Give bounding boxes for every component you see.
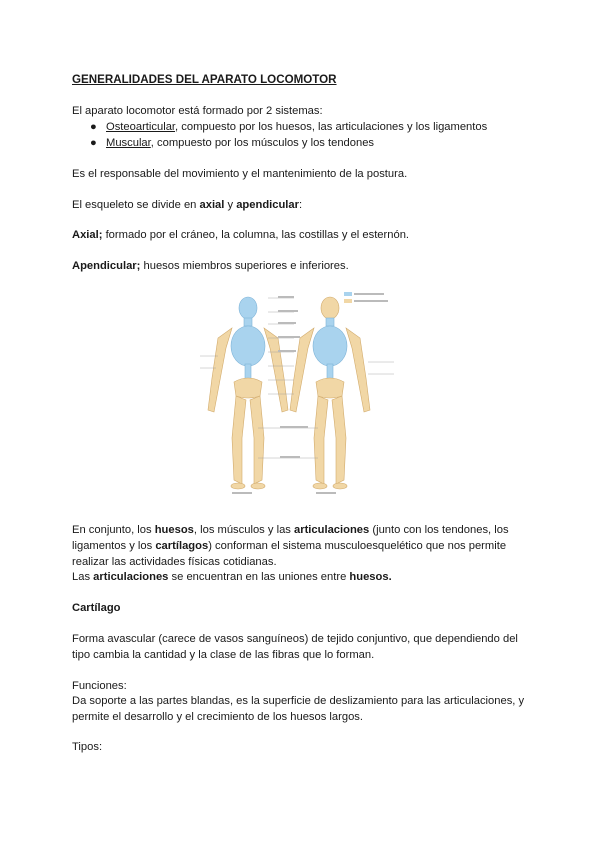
text-run: se encuentran en las uniones entre: [168, 571, 350, 583]
term-articulaciones: articulaciones: [294, 524, 370, 536]
cartilago-line-2: tipo cambia la cantidad y la clase de las fibras que lo forman.: [72, 649, 375, 661]
conjunto-line-1: [72, 523, 509, 538]
cartilago-line-1: Forma avascular (carece de vasos sanguíneos) de tejido conjuntivo, que dependiendo del: [72, 633, 518, 645]
axial-label: Axial;: [72, 229, 103, 241]
tipos-label: Tipos:: [72, 741, 103, 753]
responsable-text: Es el responsable del movimiento y el mantenimiento de la postura.: [72, 168, 408, 180]
funciones-line-1: Da soporte a las partes blandas, es la superficie de deslizamiento para las articulaciones, y: [72, 695, 525, 707]
text-run: ) conforman el sistema musculoesquelético que nos permite: [208, 540, 507, 552]
bullet-text: , compuesto por los músculos y los tendones: [150, 137, 375, 149]
skeleton-diagram: [198, 288, 398, 500]
term-apendicular: apendicular: [236, 199, 299, 211]
text-run: :: [299, 199, 303, 211]
text-run: huesos miembros superiores e inferiores.: [140, 260, 349, 272]
term-axial: axial: [199, 199, 225, 211]
term-huesos: huesos: [154, 524, 194, 536]
list-item: [90, 136, 374, 151]
funciones-line-2: permite el desarrollo y el crecimiento de los huesos largos.: [72, 711, 364, 723]
text-run: Las: [72, 571, 94, 583]
bullet-icon: ●: [90, 137, 97, 149]
cartilago-heading: Cartílago: [72, 602, 121, 614]
bullet-text: , compuesto por los huesos, las articulaciones y los ligamentos: [175, 121, 488, 133]
funciones-label: Funciones:: [72, 680, 127, 692]
conjunto-line-3: realizar las actividades físicas cotidianas.: [72, 556, 277, 568]
text-run: En conjunto, los: [72, 524, 155, 536]
list-item: [90, 120, 487, 135]
division-text: [72, 198, 302, 213]
term-muscular: Muscular: [106, 137, 151, 149]
text-run: El esqueleto se divide en: [72, 199, 200, 211]
conjunto-line-2: [72, 539, 506, 554]
conjunto-line-4: [72, 570, 392, 585]
text-run: formado por el cráneo, la columna, las costillas y el esternón.: [102, 229, 410, 241]
axial-text: [72, 228, 409, 243]
bullet-icon: ●: [90, 121, 97, 133]
apendicular-label: Apendicular;: [72, 260, 141, 272]
legend-apendicular-swatch: [344, 299, 352, 303]
text-run: ligamentos y los: [72, 540, 156, 552]
legend-axial-swatch: [344, 292, 352, 296]
text-run: , los músculos y las: [193, 524, 294, 536]
intro-text: El aparato locomotor está formado por 2 sistemas:: [72, 105, 323, 117]
term-cartilagos: cartílagos: [155, 540, 209, 552]
term-huesos: huesos.: [349, 571, 392, 583]
term-osteoarticular: Osteoarticular: [106, 121, 176, 133]
page-title: GENERALIDADES DEL APARATO LOCOMOTOR: [72, 73, 337, 86]
text-run: (junto con los tendones, los: [369, 524, 509, 536]
apendicular-text: [72, 259, 349, 274]
term-articulaciones: articulaciones: [93, 571, 169, 583]
text-run: y: [224, 199, 237, 211]
